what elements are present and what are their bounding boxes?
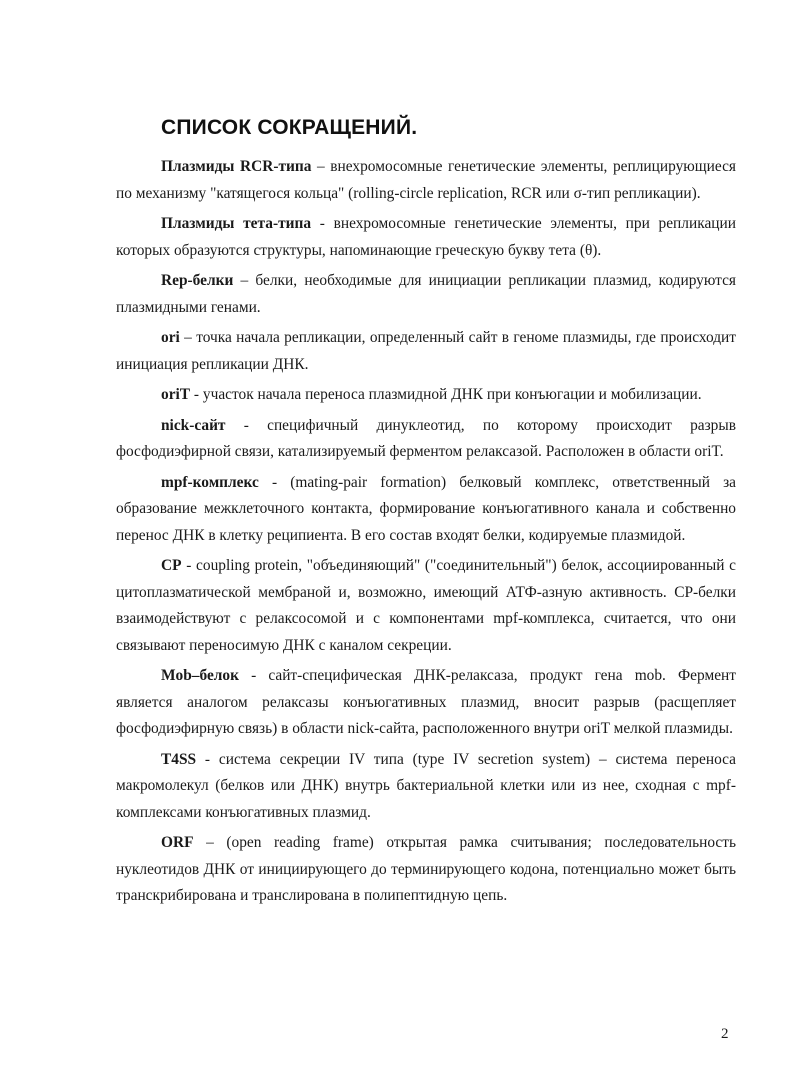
entry-orit (116, 382, 736, 409)
entry-separator: - (311, 215, 334, 232)
page-number: 2 (721, 1026, 729, 1042)
entry-rcr-plasmids (116, 154, 736, 207)
entry-separator: – (311, 158, 331, 175)
entry-separator: - (190, 386, 203, 403)
entry-t4ss (116, 747, 736, 827)
entry-term: CP (161, 557, 182, 574)
entry-mob-protein (116, 663, 736, 743)
entry-separator: – (193, 834, 227, 851)
entry-rep-proteins (116, 268, 736, 321)
entry-mpf-complex (116, 470, 736, 550)
entry-definition: белки, необходимые для инициации репликации плазмид, кодируются плазмидными генами. (116, 272, 736, 316)
entry-separator: - (196, 750, 219, 768)
entry-separator: - (239, 667, 269, 684)
entry-term: oriT (161, 386, 191, 403)
entry-term: mpf-комплекс (161, 473, 259, 491)
entry-cp (116, 553, 736, 659)
entry-definition: coupling protein, "объединяющий" ("соединительный") белок, ассоциированный с цитоплазматической мембраной и, возможно, имеющий АТФ-азную активность. CP-белки взаимодействуют с релаксосомой и с компонентами mpf-комплекса, считается, что они связывают переносимую ДНК с каналом секреции. (116, 557, 736, 654)
entry-term: Mob–белок (161, 667, 239, 684)
entry-definition: специфичный динуклеотид, по которому происходит разрыв фосфодиэфирной связи, катализируемый ферментом релаксазой. Расположен в области oriT. (116, 416, 736, 460)
entry-separator: – (179, 329, 197, 346)
entry-definition: система секреции IV типа (type IV secretion system) – система переноса макромолекул (белков или ДНК) внутрь бактериальной клетки или из нее, сходная с mpf-комплексами конъюгативных плазмид. (116, 750, 736, 821)
entry-separator: - (225, 416, 268, 434)
entry-term: Плазмиды RCR-типа (161, 158, 312, 175)
entry-separator: - (258, 473, 291, 491)
entry-separator: – (233, 272, 256, 289)
entry-term: T4SS (161, 750, 197, 768)
page-title: СПИСОК СОКРАЩЕНИЙ. (161, 116, 418, 139)
entry-term: ori (161, 329, 180, 346)
entry-term: nick-сайт (161, 416, 226, 434)
entry-definition: внехромосомные генетические элементы, при репликации которых образуются структуры, напоминающие греческую букву тета (θ). (116, 215, 736, 259)
entry-separator: - (181, 557, 197, 574)
entry-nick-site (116, 413, 736, 466)
entry-definition: сайт-специфическая ДНК-релаксаза, продукт гена mob. Фермент является аналогом релаксазы конъюгативных плазмид, вносит разрыв (расщепляет фосфодиэфирную связь) в области nick-сайта, расположенного внутри oriT мелкой плазмиды. (116, 667, 736, 737)
entry-definition: внехромосомные генетические элементы, реплицирующиеся по механизму "катящегося кольца" (rolling-circle replication, RCR или σ-тип репликации). (116, 158, 737, 202)
entry-term: Плазмиды тета-типа (161, 215, 312, 232)
abbreviation-list (116, 154, 736, 914)
entry-term: Rep-белки (161, 272, 234, 289)
entry-orf (116, 830, 736, 910)
entry-definition: (mating-pair formation) белковый комплекс, ответственный за образование межклеточного контакта, формирование конъюгативного канала и собственно перенос ДНК в клетку реципиента. В его состав входят белки, кодируемые плазмидой. (116, 473, 737, 544)
entry-definition: (open reading frame) открытая рамка считывания; последовательность нуклеотидов ДНК от инициирующего до терминирующего кодона, потенциально может быть транскрибирована и транслирована в полипептидную цепь. (116, 834, 736, 904)
entry-ori (116, 325, 736, 378)
entry-theta-plasmids (116, 211, 736, 264)
entry-term: ORF (161, 834, 194, 851)
entry-definition: участок начала переноса плазмидной ДНК при конъюгации и мобилизации. (202, 386, 702, 403)
entry-definition: точка начала репликации, определенный сайт в геноме плазмиды, где происходит инициация репликации ДНК. (116, 329, 736, 373)
